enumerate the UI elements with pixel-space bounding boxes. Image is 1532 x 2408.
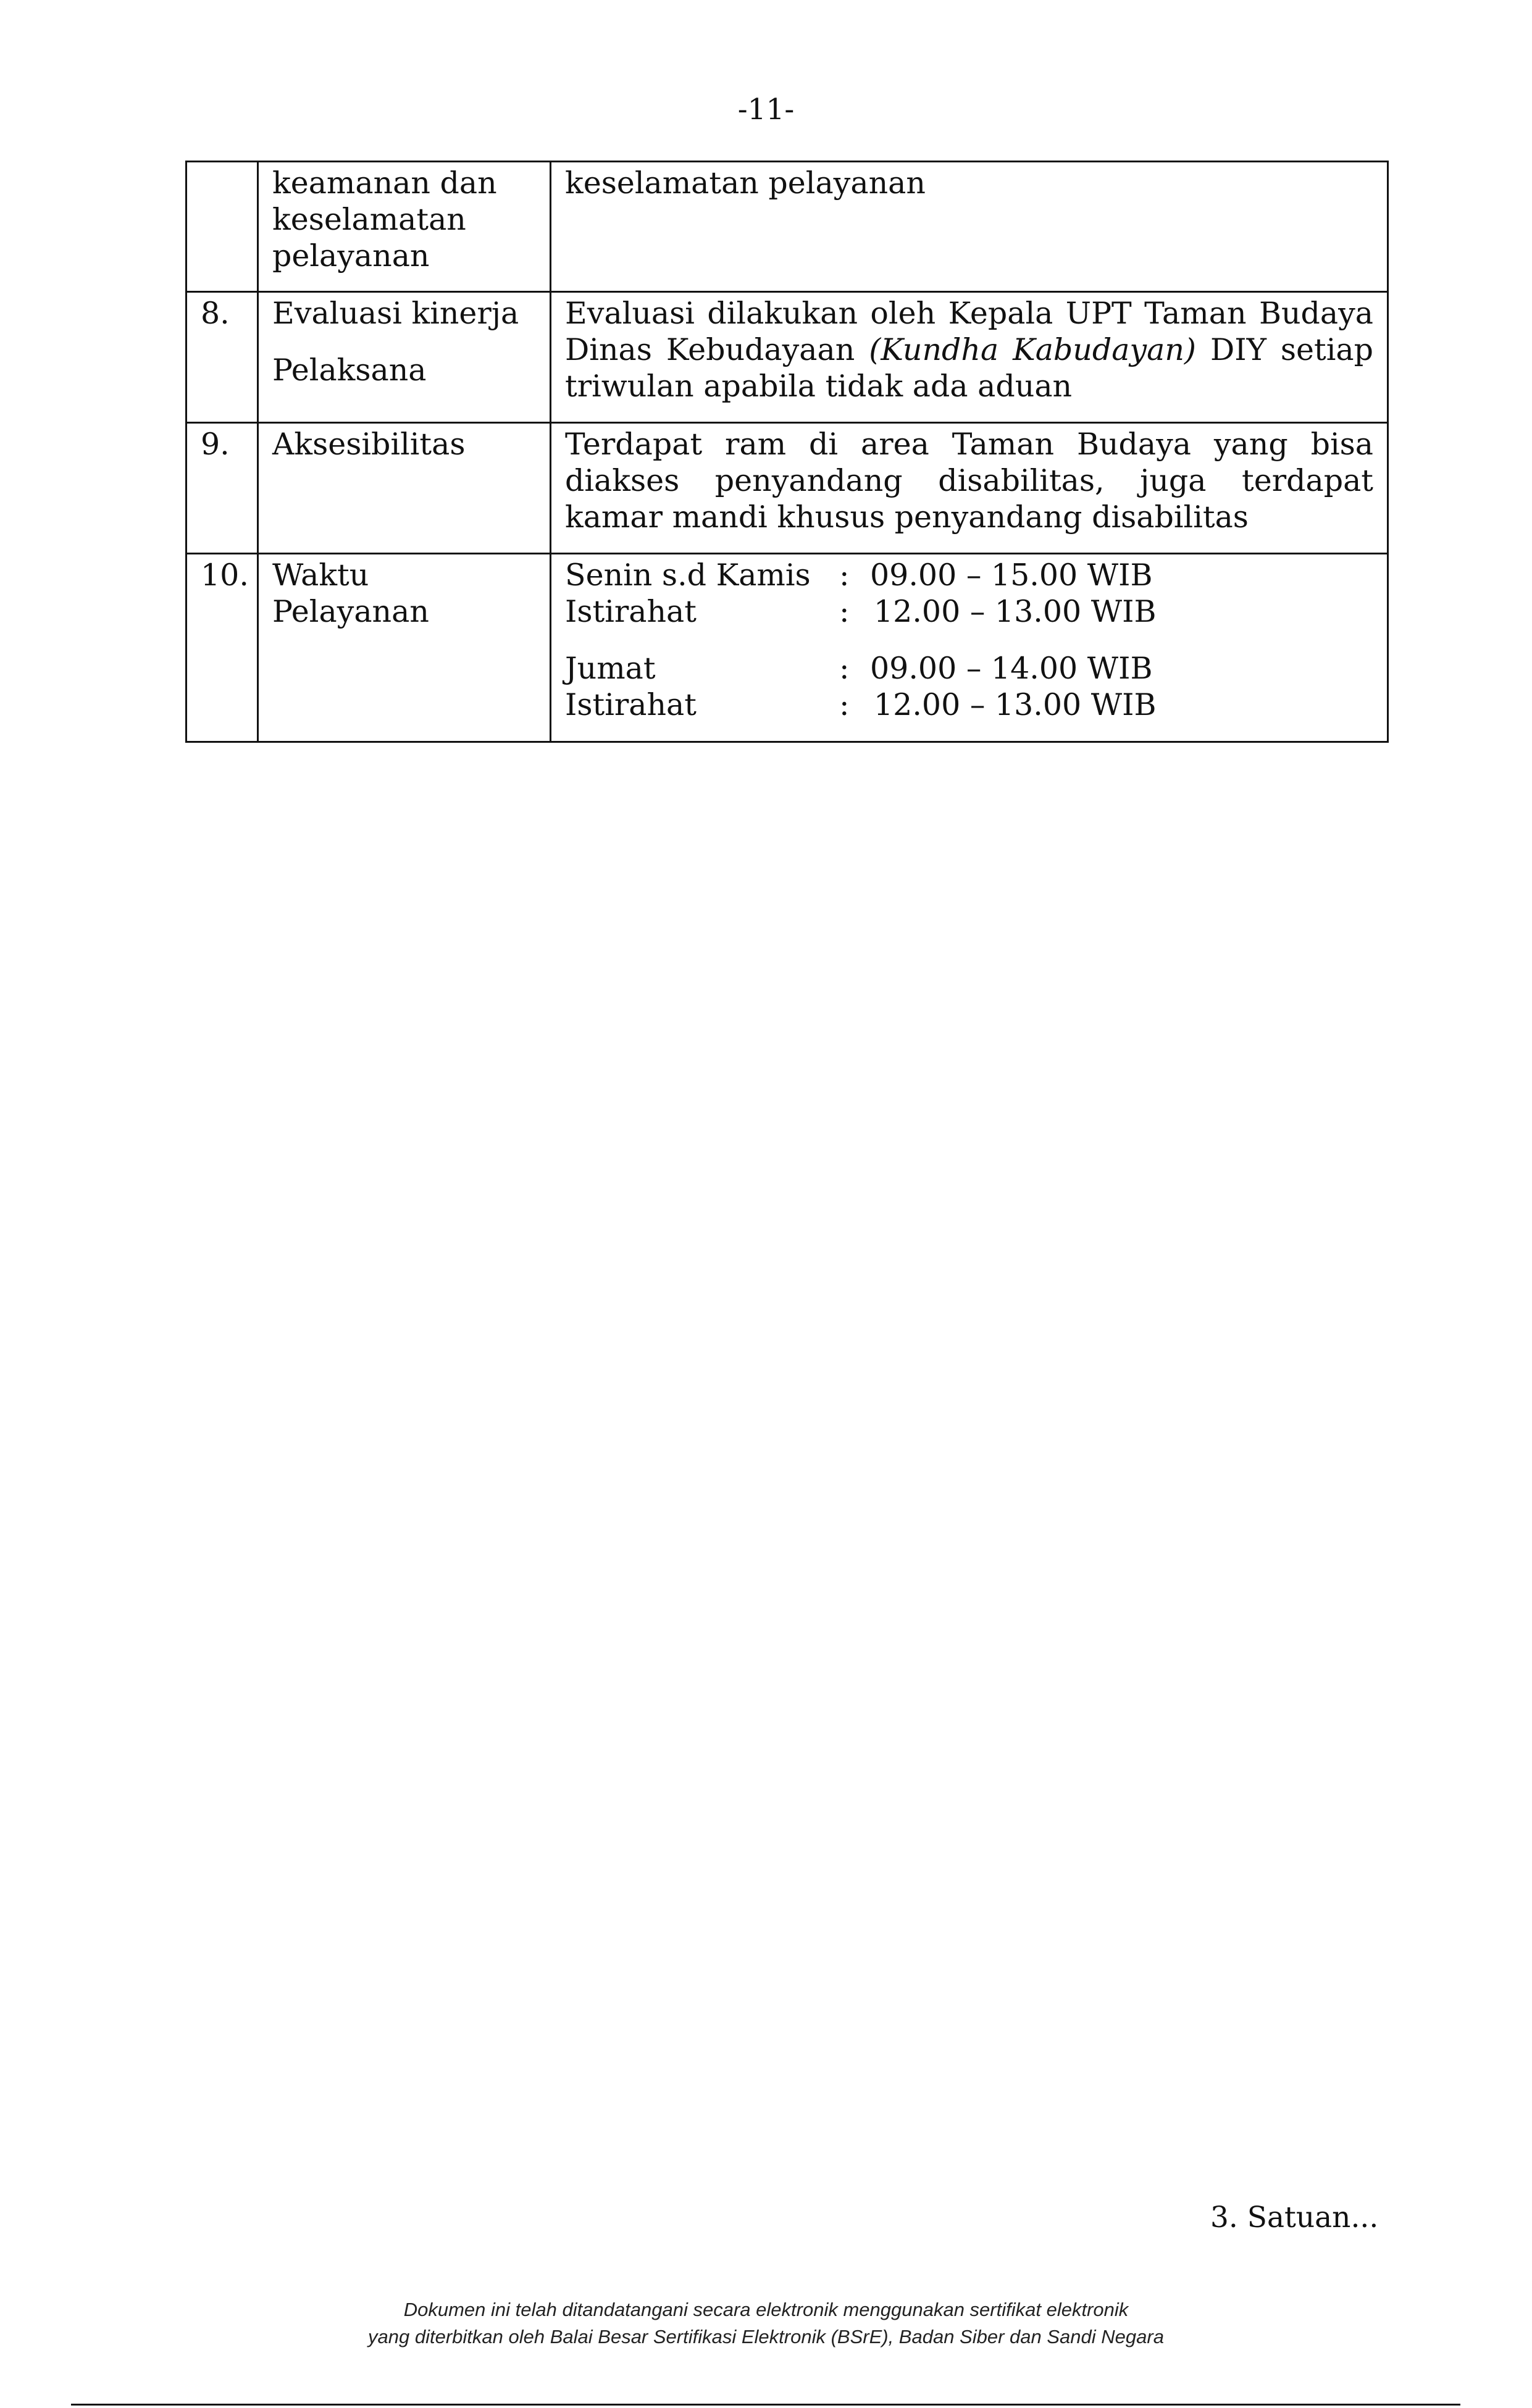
row-number: 9. bbox=[186, 423, 258, 554]
description-text: Evaluasi dilakukan oleh Kepala UPT Taman Budaya Dinas Kebudayaan bbox=[565, 296, 1373, 367]
schedule-separator: : bbox=[839, 687, 850, 722]
footer-line: yang diterbitkan oleh Balai Besar Sertifikasi Elektronik (BSrE), Badan Siber dan Sandi Negara bbox=[368, 2326, 1164, 2347]
component-cell bbox=[258, 162, 551, 292]
component-cell: Aksesibilitas bbox=[258, 423, 551, 554]
schedule-time: 12.00 – 13.00 WIB bbox=[874, 594, 1157, 629]
row-number: 10. bbox=[186, 554, 258, 742]
e-signature-footer bbox=[0, 2296, 1532, 2351]
table-row bbox=[186, 292, 1388, 423]
component-line: Waktu bbox=[272, 558, 369, 593]
schedule-cell bbox=[551, 554, 1388, 742]
schedule-line bbox=[565, 650, 1373, 687]
schedule-time: 12.00 – 13.00 WIB bbox=[874, 687, 1157, 722]
component-line: Pelayanan bbox=[272, 594, 429, 629]
table-row bbox=[186, 423, 1388, 554]
component-line: keselamatan bbox=[272, 202, 466, 237]
component-cell bbox=[258, 292, 551, 423]
description-text: DIY setiap triwulan apabila tidak ada aduan bbox=[565, 332, 1373, 404]
page-number: -11- bbox=[737, 93, 795, 127]
row-number: 8. bbox=[186, 292, 258, 423]
schedule-time: 09.00 – 14.00 WIB bbox=[870, 651, 1153, 686]
schedule-day: Istirahat bbox=[565, 687, 697, 722]
service-standard-table bbox=[185, 161, 1389, 743]
description-cell bbox=[551, 292, 1388, 423]
component-line: pelayanan bbox=[272, 238, 430, 274]
schedule-day: Senin s.d Kamis bbox=[565, 558, 811, 593]
bottom-divider bbox=[71, 2404, 1460, 2406]
schedule-time: 09.00 – 15.00 WIB bbox=[870, 558, 1153, 593]
row-number bbox=[186, 162, 258, 292]
schedule-line bbox=[565, 557, 1373, 593]
component-line: keamanan dan bbox=[272, 165, 497, 201]
footer-line: Dokumen ini telah ditandatangani secara elektronik menggunakan sertifikat elektronik bbox=[403, 2299, 1129, 2320]
table-row bbox=[186, 554, 1388, 742]
component-subline: Pelaksana bbox=[272, 353, 427, 388]
schedule-group bbox=[565, 557, 1373, 630]
description-italic-text: (Kundha Kabudayan) bbox=[869, 332, 1196, 367]
schedule-separator: : bbox=[839, 594, 850, 629]
component-line: Evaluasi kinerja bbox=[272, 296, 519, 331]
schedule-day: Istirahat bbox=[565, 594, 697, 629]
schedule-line bbox=[565, 593, 1373, 630]
next-page-reference: 3. Satuan... bbox=[1210, 2201, 1379, 2235]
schedule-line bbox=[565, 687, 1373, 723]
description-cell: keselamatan pelayanan bbox=[551, 162, 1388, 292]
description-cell: Terdapat ram di area Taman Budaya yang bisa diakses penyandang disabilitas, juga terdapat kamar mandi khusus penyandang disabilitas bbox=[551, 423, 1388, 554]
schedule-group bbox=[565, 650, 1373, 723]
schedule-separator: : bbox=[839, 651, 850, 686]
component-cell bbox=[258, 554, 551, 742]
schedule-day: Jumat bbox=[565, 651, 656, 686]
table-row bbox=[186, 162, 1388, 292]
schedule-separator: : bbox=[839, 558, 850, 593]
